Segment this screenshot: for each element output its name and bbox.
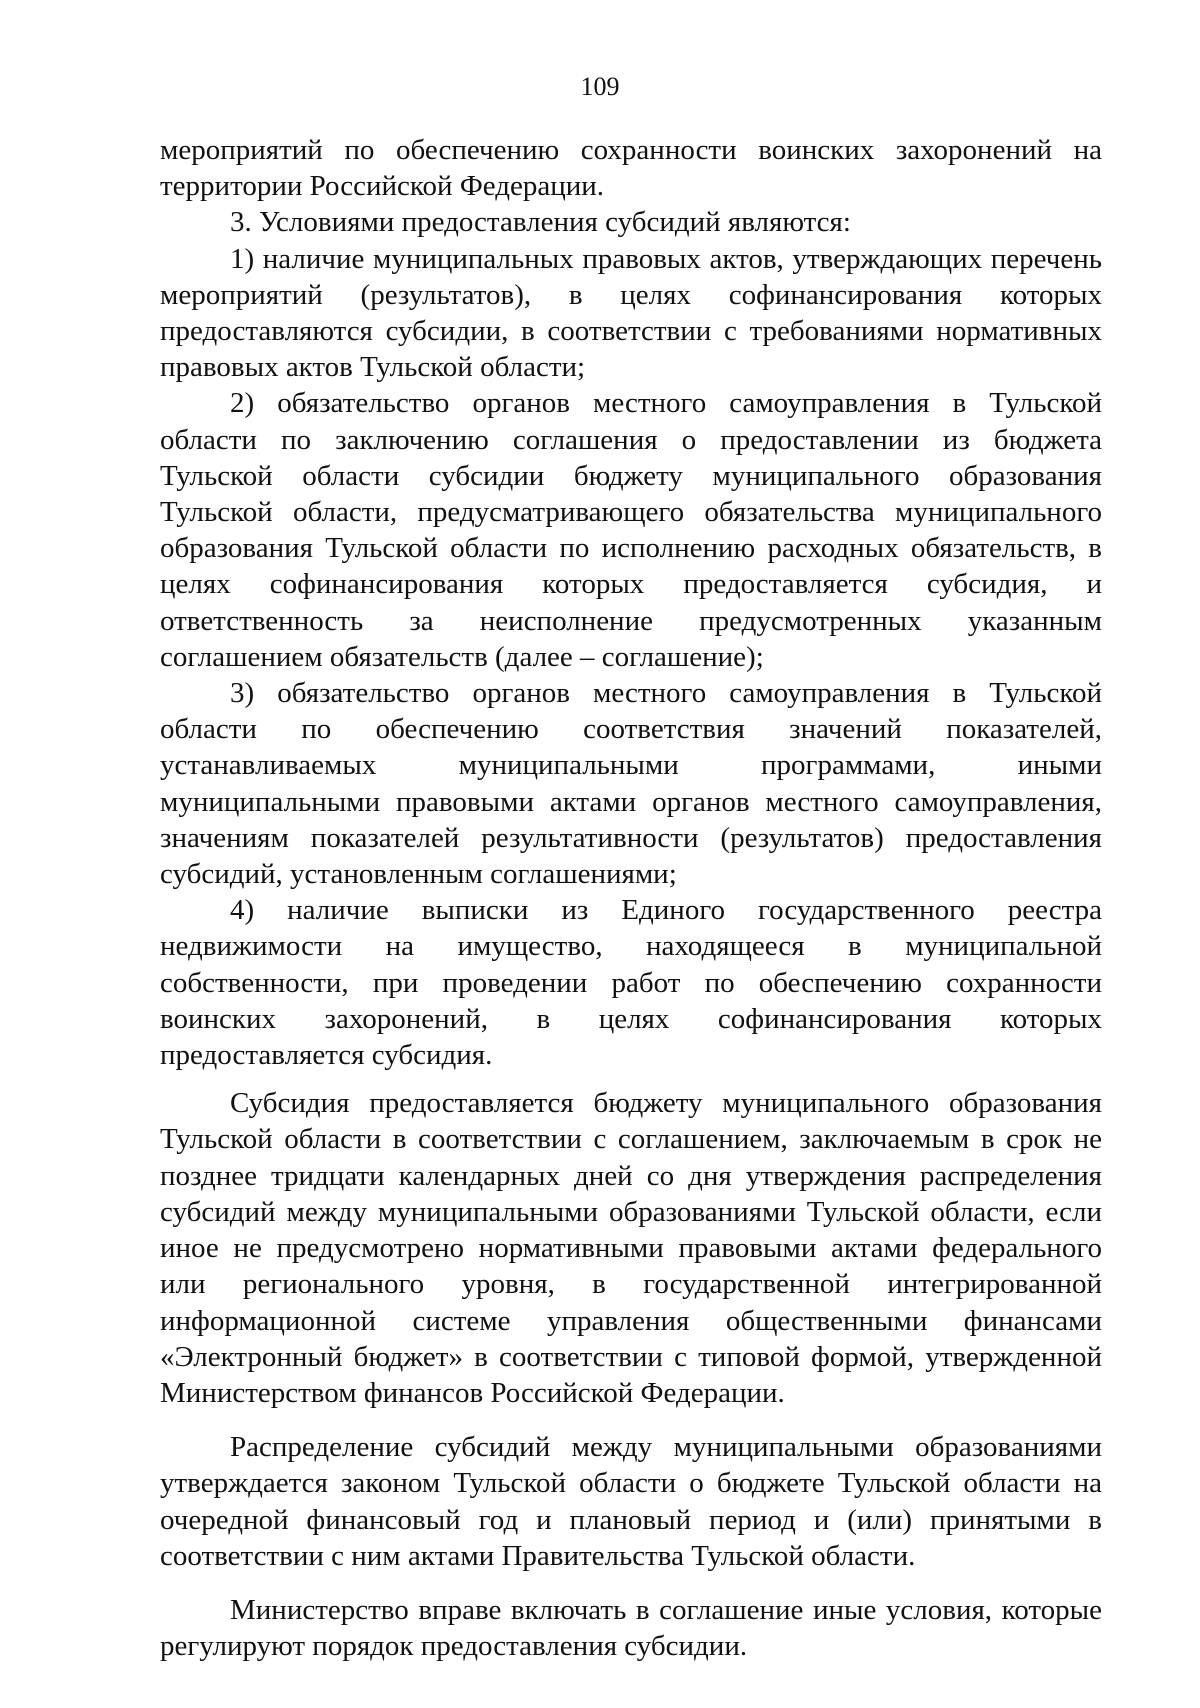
- page-number: 109: [580, 72, 620, 101]
- paragraph-subsidy-distribution: Распределение субсидий между муниципальными образованиями утверждается законом Тульской области о бюджете Тульской области на очередной финансовый год и плановый период и (или) принятыми в соответствии с ним актами Правительства Тульской области.: [160, 1431, 1102, 1572]
- paragraph-continuation: мероприятий по обеспечению сохранности воинских захоронений на территории Российской Федерации.: [160, 134, 1102, 203]
- paragraph-subsidy-agreement: Субсидия предоставляется бюджету муниципального образования Тульской области в соответствии с соглашением, заключаемым в срок не позднее тридцати календарных дней со дня утверждения распределения субсидий между муниципальными образованиями Тульской области, если иное не предусмотрено нормативными правовыми актами федерального или регионального уровня, в государственной интегрированной информационной системе управления общественными финансами «Электронный бюджет» в соответствии с типовой формой, утвержденной Министерством финансов Российской Федерации.: [160, 1087, 1102, 1409]
- paragraph-condition-2: 2) обязательство органов местного самоуправления в Тульской области по заключению соглашения о предоставлении из бюджета Тульской области субсидии бюджету муниципального образования Тульской области, предусматривающего обязательства муниципального образования Тульской области по исполнению расходных обязательств, в целях софинансирования которых предоставляется субсидия, и ответственность за неисполнение предусмотренных указанным соглашением обязательств (далее – соглашение);: [160, 387, 1102, 673]
- paragraph-conditions-heading: 3. Условиями предоставления субсидий являются:: [230, 206, 851, 239]
- paragraph-condition-4: 4) наличие выписки из Единого государственного реестра недвижимости на имущество, находящееся в муниципальной собственности, при проведении работ по обеспечению сохранности воинских захоронений, в целях софинансирования которых предоставляется субсидия.: [160, 894, 1102, 1072]
- paragraph-condition-3: 3) обязательство органов местного самоуправления в Тульской области по обеспечению соответствия значений показателей, устанавливаемых муниципальными программами, иными муниципальными правовыми актами органов местного самоуправления, значениям показателей результативности (результатов) предоставления субсидий, установленным соглашениями;: [160, 677, 1102, 891]
- paragraph-condition-1: 1) наличие муниципальных правовых актов, утверждающих перечень мероприятий (результатов), в целях софинансирования которых предоставляются субсидии, в соответствии с требованиями нормативных правовых актов Тульской области;: [160, 242, 1102, 384]
- document-body: [160, 132, 1102, 1664]
- paragraph-ministry-conditions: Министерство вправе включать в соглашение иные условия, которые регулируют порядок предоставления субсидии.: [160, 1593, 1102, 1663]
